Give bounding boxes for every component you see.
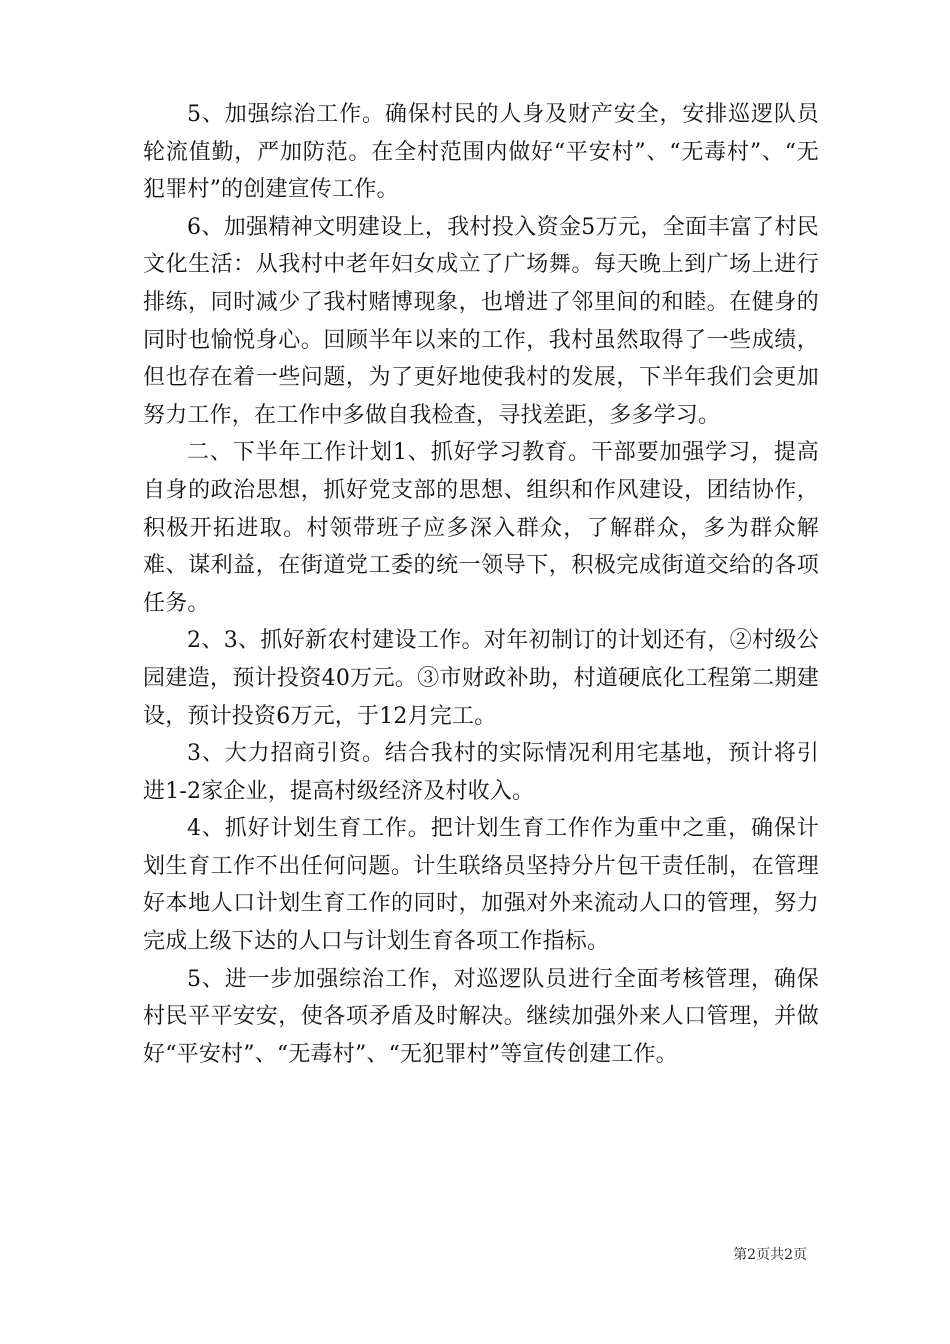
paragraph-6: 4、抓好计划生育工作。把计划生育工作作为重中之重，确保计划生育工作不出任何问题。计生联络员坚持分片包干责任制，在管理好本地人口计划生育工作的同时，加强对外来流动人口的管理，努力完成上级下达的人口与计划生育各项工作指标。 [143, 816, 819, 955]
document-body [143, 96, 819, 1073]
paragraph-7: 5、进一步加强综治工作，对巡逻队员进行全面考核管理，确保村民平平安安，使各项矛盾及时解决。继续加强外来人口管理，并做好“平安村”、“无毒村”、“无犯罪村”等宣传创建工作。 [143, 966, 819, 1067]
paragraph-3: 二、下半年工作计划1、抓好学习教育。干部要加强学习，提高自身的政治思想，抓好党支部的思想、组织和作风建设，团结协作，积极开拓进取。村领带班子应多深入群众，了解群众，多为群众解难、谋利益，在街道党工委的统一领导下，积极完成街道交给的各项任务。 [143, 440, 819, 616]
paragraph-2: 6、加强精神文明建设上，我村投入资金5万元，全面丰富了村民文化生活：从我村中老年妇女成立了广场舞。每天晚上到广场上进行排练，同时减少了我村赌博现象，也增进了邻里间的和睦。在健身的同时也愉悦身心。回顾半年以来的工作，我村虽然取得了一些成绩，但也存在着一些问题，为了更好地使我村的发展，下半年我们会更加努力工作，在工作中多做自我检查，寻找差距，多多学习。 [143, 214, 819, 428]
paragraph-1: 5、加强综治工作。确保村民的人身及财产安全，安排巡逻队员轮流值勤，严加防范。在全村范围内做好“平安村”、“无毒村”、“无犯罪村”的创建宣传工作。 [143, 102, 819, 203]
paragraph-4: 2、3、抓好新农村建设工作。对年初制订的计划还有，②村级公园建造，预计投资40万元。③市财政补助，村道硬底化工程第二期建设，预计投资6万元，于12月完工。 [143, 628, 819, 729]
paragraph-5: 3、大力招商引资。结合我村的实际情况利用宅基地，预计将引进1-2家企业，提高村级经济及村收入。 [143, 741, 819, 804]
page-number-footer: 第2页共2页 [733, 1247, 807, 1263]
